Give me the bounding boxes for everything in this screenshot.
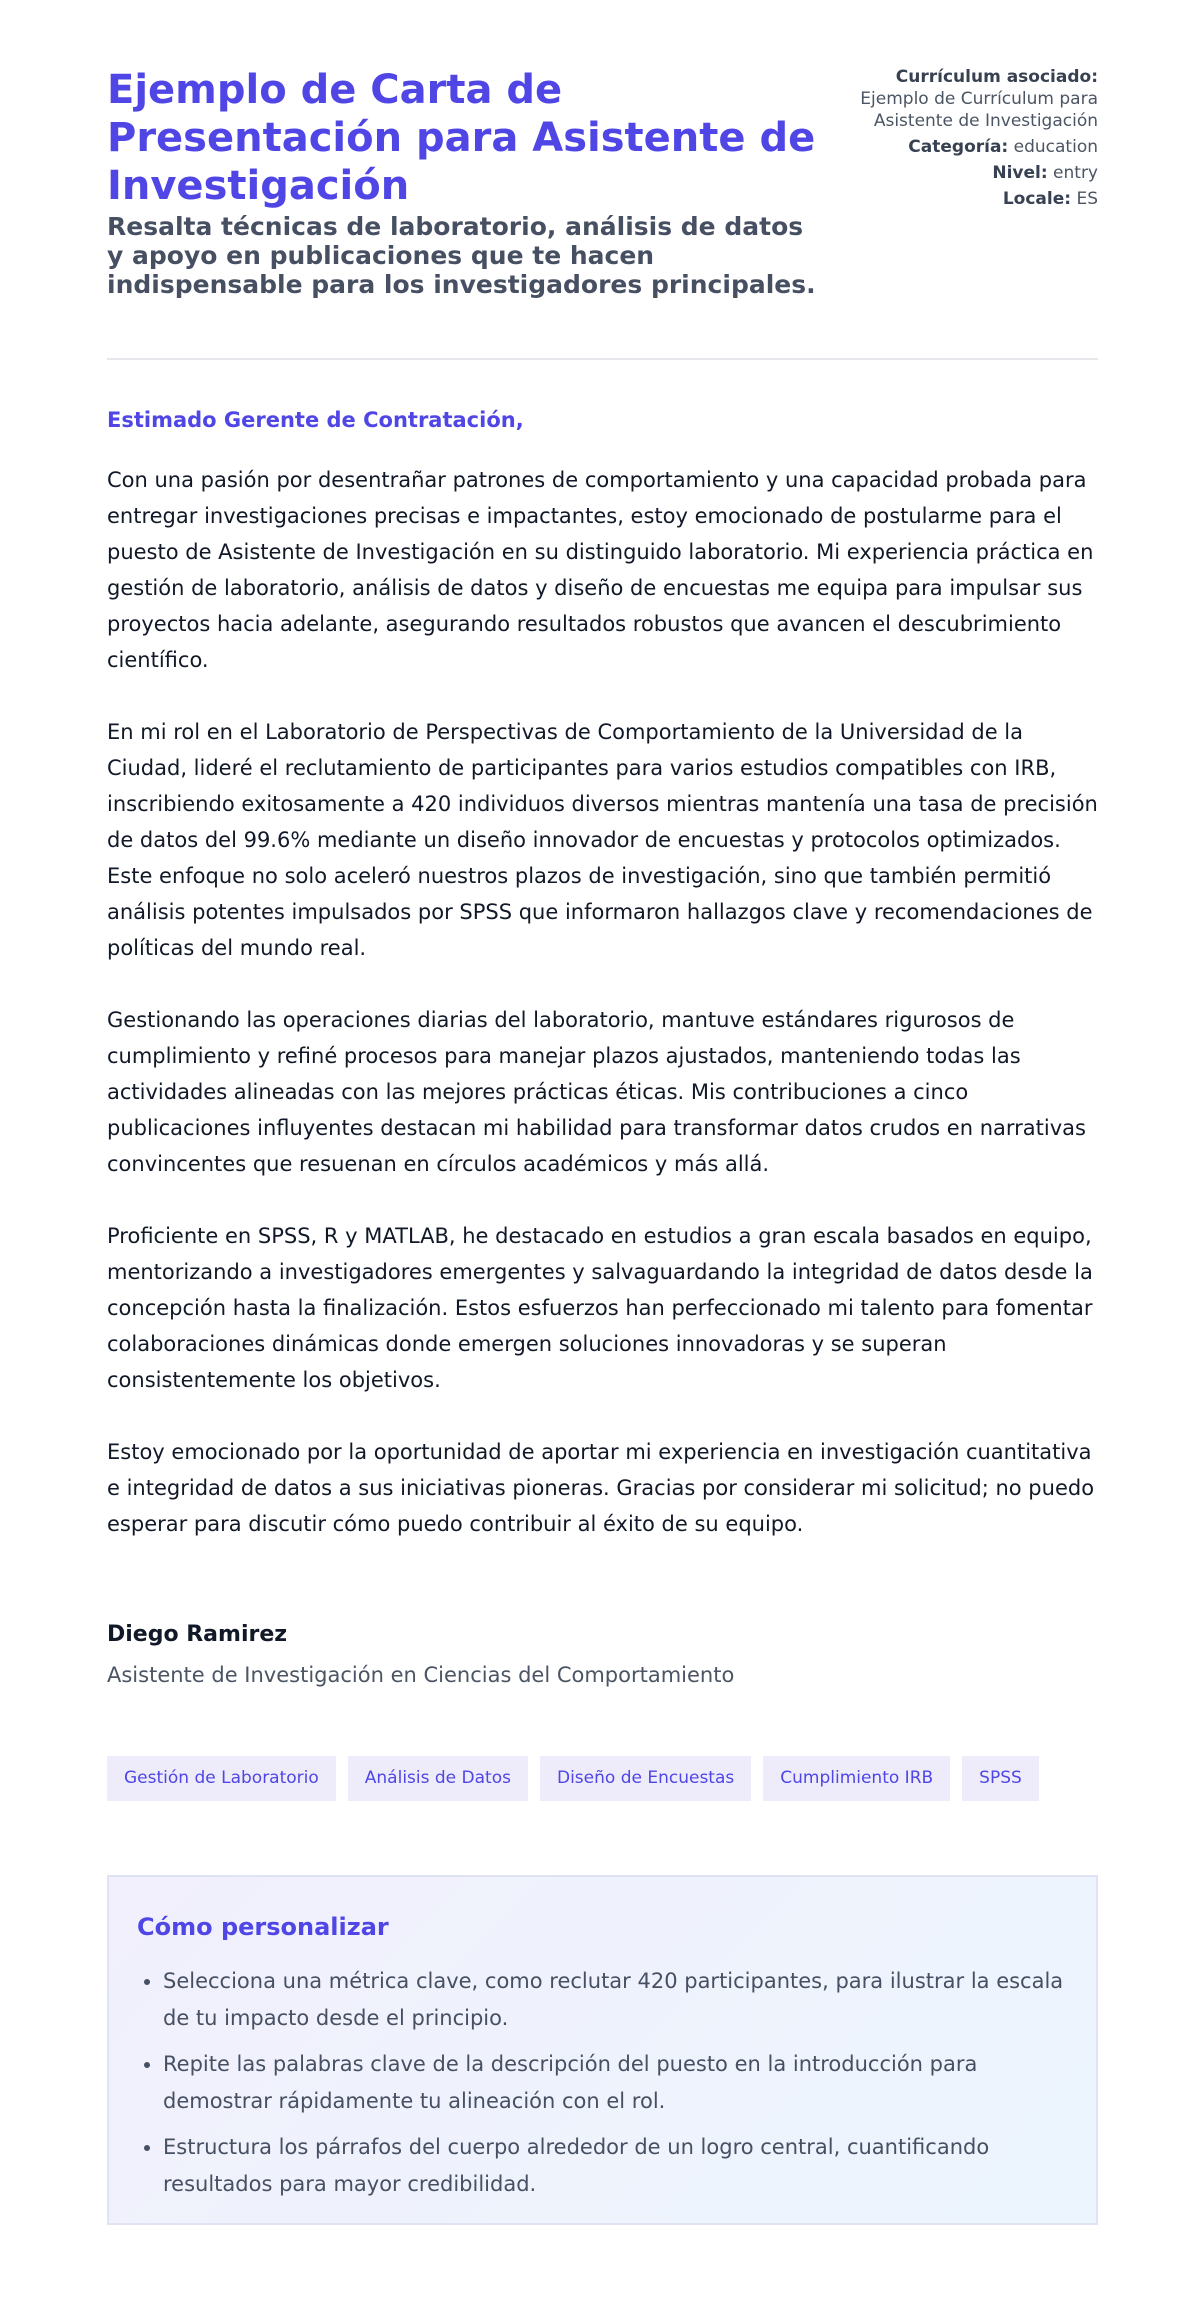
- tip-item: • Repite las palabras clave de la descripción del puesto en la introducción para demostrar rápidamente tu alineación con el rol.: [163, 2046, 1068, 2120]
- signature-role: Asistente de Investigación en Ciencias del Comportamiento: [107, 1663, 735, 1687]
- tips-title: Cómo personalizar: [137, 1913, 389, 1941]
- paragraph: Gestionando las operaciones diarias del laboratorio, mantuve estándares rigurosos de cumplimiento y refiné procesos para manejar plazos ajustados, manteniendo todas las actividades alineadas con las mejores prácticas éticas. Mis contribuciones a cinco publicaciones influyentes destacan mi habilidad para transformar datos crudos en narrativas convincentes que resuenan en círculos académicos y más allá.: [107, 1008, 1086, 1176]
- skill-tag: SPSS: [962, 1756, 1039, 1801]
- tips-box: [107, 1875, 1098, 2225]
- level-value: entry: [1053, 163, 1098, 183]
- category-value: education: [1013, 137, 1098, 157]
- tip-item: • Selecciona una métrica clave, como reclutar 420 participantes, para ilustrar la escala de tu impacto desde el principio.: [163, 1963, 1068, 2037]
- paragraph: En mi rol en el Laboratorio de Perspectivas de Comportamiento de la Universidad de la Ciudad, lideré el reclutamiento de participantes para varios estudios compatibles con IRB, inscribiendo exitosamente a 420 individuos diversos mientras mantenía una tasa de precisión de datos del 99.6% mediante un diseño innovador de encuestas y protocolos optimizados. Este enfoque no solo aceleró nuestros plazos de investigación, sino que también permitió análisis potentes impulsados por SPSS que informaron hallazgos clave y recomendaciones de políticas del mundo real.: [107, 720, 1098, 960]
- letter-body: [107, 462, 1098, 1578]
- category-label: Categoría:: [908, 137, 1009, 157]
- resume-link[interactable]: Ejemplo de Currículum para Asistente de Investigación: [860, 89, 1098, 131]
- skill-tag: Gestión de Laboratorio: [107, 1756, 336, 1801]
- skill-tag: Cumplimiento IRB: [763, 1756, 950, 1801]
- header: [107, 66, 1098, 299]
- meta-panel: [838, 66, 1098, 299]
- paragraph: Proficiente en SPSS, R y MATLAB, he destacado en estudios a gran escala basados en equipo, mentorizando a investigadores emergentes y salvaguardando la integridad de datos desde la concepción hasta la finalización. Estos esfuerzos han perfeccionado mi talento para fomentar colaboraciones dinámicas donde emergen soluciones innovadoras y se superan consistentemente los objetivos.: [107, 1224, 1093, 1392]
- page-title: Ejemplo de Carta de Presentación para Asistente de Investigación: [107, 67, 816, 209]
- tip-item: • Estructura los párrafos del cuerpo alrededor de un logro central, cuantificando resultados para mayor credibilidad.: [163, 2129, 1068, 2203]
- skill-tag: Análisis de Datos: [348, 1756, 528, 1801]
- signature: [107, 1622, 734, 1687]
- letter-greeting: Estimado Gerente de Contratación,: [107, 408, 524, 432]
- locale-label: Locale:: [1002, 189, 1072, 209]
- page-subtitle: Resalta técnicas de laboratorio, análisis de datos y apoyo en publicaciones que te hacen indispensable para los investigadores principales.: [107, 212, 816, 299]
- signature-name: Diego Ramirez: [107, 1622, 288, 1647]
- paragraph: Con una pasión por desentrañar patrones de comportamiento y una capacidad probada para entregar investigaciones precisas e impactantes, estoy emocionado de postularme para el puesto de Asistente de Investigación en su distinguido laboratorio. Mi experiencia práctica en gestión de laboratorio, análisis de datos y diseño de encuestas me equipa para impulsar sus proyectos hacia adelante, asegurando resultados robustos que avancen el descubrimiento científico.: [107, 468, 1094, 672]
- paragraph: Estoy emocionado por la oportunidad de aportar mi experiencia en investigación cuantitativa e integridad de datos a sus iniciativas pioneras. Gracias por considerar mi solicitud; no puedo esperar para discutir cómo puedo contribuir al éxito de su equipo.: [107, 1440, 1095, 1536]
- skill-tag: Diseño de Encuestas: [540, 1756, 751, 1801]
- level-label: Nivel:: [992, 163, 1048, 183]
- divider: [107, 358, 1098, 360]
- skill-tags: [107, 1756, 1039, 1801]
- resume-label: Currículum asociado:: [895, 67, 1098, 87]
- locale-value: ES: [1076, 189, 1098, 209]
- tips-list: [137, 1963, 1068, 2203]
